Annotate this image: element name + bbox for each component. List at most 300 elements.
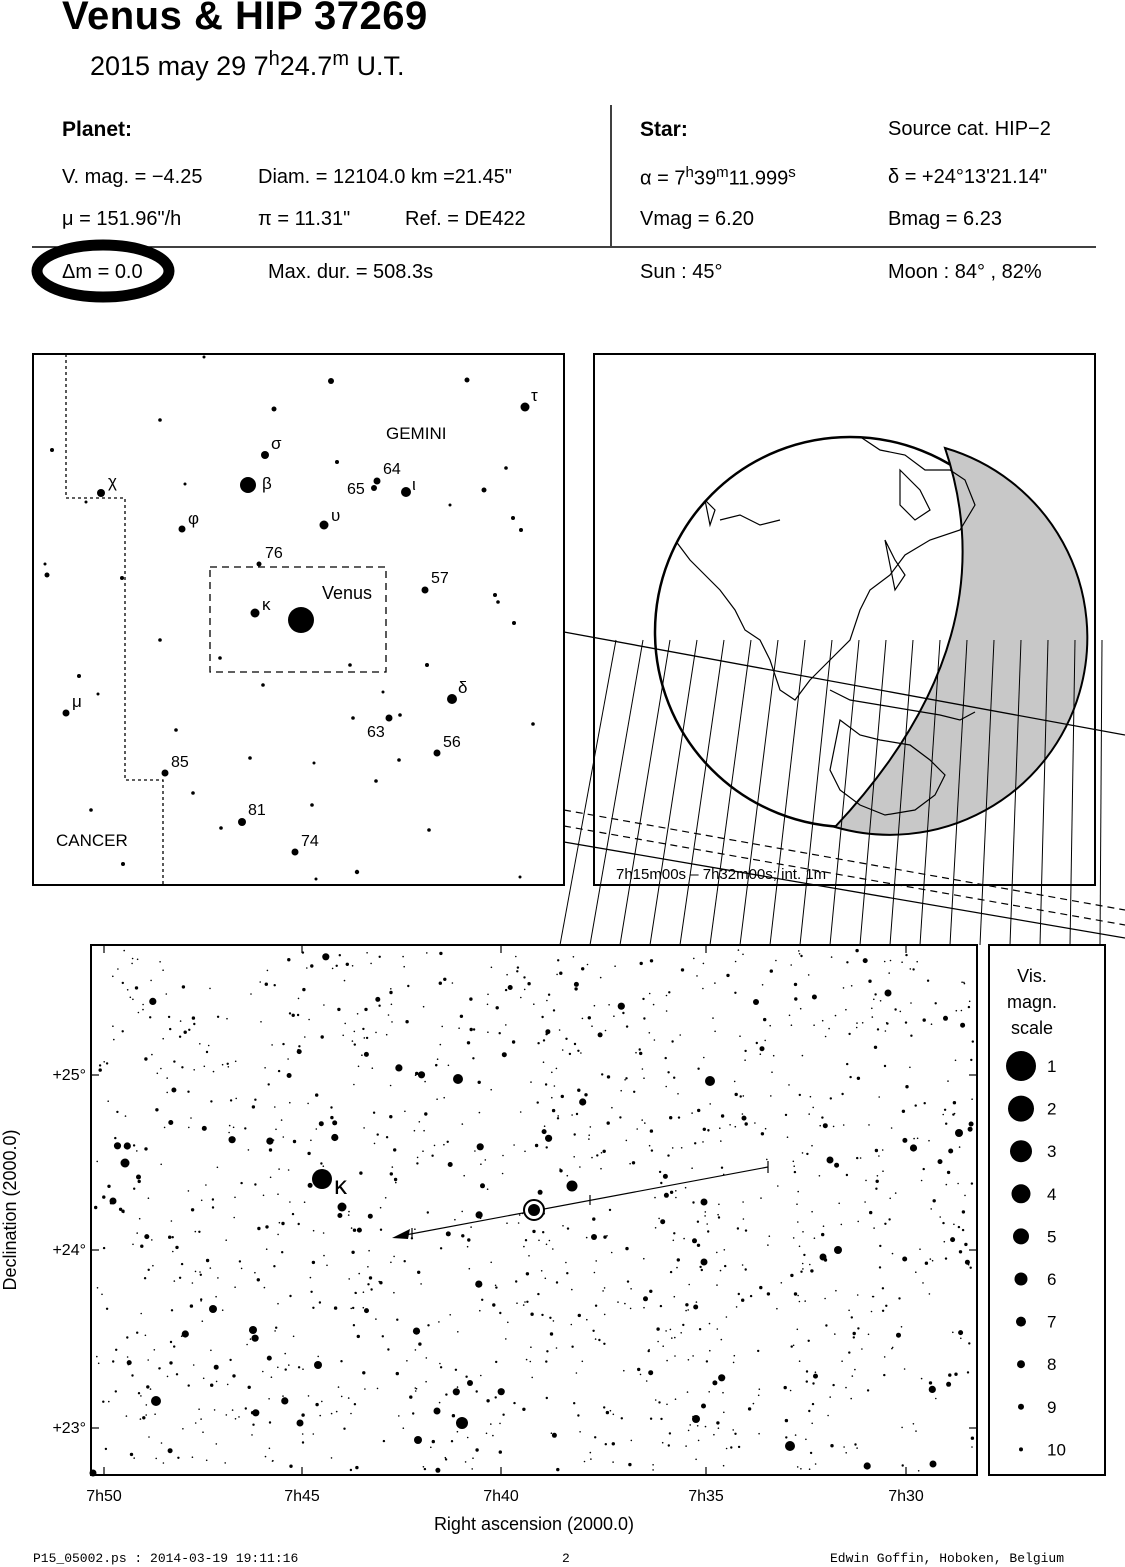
- field-star: [954, 1373, 957, 1376]
- field-star: [677, 1258, 680, 1261]
- field-star: [884, 1065, 886, 1067]
- field-star: [282, 1395, 284, 1397]
- field-star: [549, 1240, 551, 1242]
- field-star: [390, 988, 392, 990]
- field-star: [921, 1378, 923, 1380]
- field-star: [600, 977, 602, 979]
- field-star: [268, 1083, 270, 1085]
- field-star: [312, 1307, 314, 1309]
- field-star: [857, 1294, 859, 1296]
- field-star: [964, 983, 966, 985]
- field-star: [798, 950, 800, 952]
- field-star: [756, 1042, 758, 1044]
- field-star: [388, 1014, 390, 1016]
- field-star: [505, 1338, 507, 1340]
- field-star: [697, 1425, 699, 1427]
- field-star: [520, 997, 522, 999]
- field-star: [403, 1427, 405, 1429]
- field-star: [723, 1412, 725, 1414]
- field-star: [166, 993, 168, 995]
- field-star: [358, 1066, 360, 1068]
- field-star: [915, 1271, 917, 1273]
- field-star: [469, 997, 472, 1000]
- field-star: [252, 1335, 259, 1342]
- field-star: [750, 1295, 752, 1297]
- legend-magnitude-label: 6: [1047, 1270, 1057, 1289]
- finder-star-label: 81: [248, 802, 266, 819]
- field-star: [765, 1128, 767, 1130]
- field-star-bright: [151, 1396, 161, 1406]
- field-star: [785, 1436, 787, 1438]
- field-star: [413, 1328, 420, 1335]
- field-star: [784, 1386, 787, 1389]
- field-star: [184, 1031, 187, 1034]
- field-star: [799, 1301, 801, 1303]
- finder-star: [511, 516, 515, 520]
- field-star: [552, 1433, 557, 1438]
- field-star: [199, 1271, 201, 1273]
- field-star: [198, 1231, 200, 1233]
- field-star: [277, 1367, 279, 1369]
- field-star: [344, 1023, 346, 1025]
- field-star: [546, 1146, 548, 1148]
- field-star: [559, 1169, 562, 1172]
- field-star: [234, 1197, 236, 1199]
- field-star: [800, 1271, 802, 1273]
- field-star: [650, 1418, 652, 1420]
- field-star: [954, 1113, 956, 1115]
- legend-magnitude-dot: [1006, 1051, 1036, 1081]
- field-star: [760, 1053, 762, 1055]
- field-star-bright: [456, 1417, 468, 1429]
- field-star: [666, 1010, 668, 1012]
- field-star: [855, 949, 858, 952]
- field-star: [777, 1185, 779, 1187]
- field-star: [742, 1201, 744, 1203]
- field-star: [181, 1263, 183, 1265]
- field-star: [901, 1326, 903, 1328]
- field-star: [745, 1229, 747, 1231]
- field-star: [644, 1122, 646, 1124]
- field-star: [414, 1130, 416, 1132]
- finder-star: [313, 762, 316, 765]
- field-star: [856, 1022, 858, 1024]
- field-star: [277, 1303, 279, 1305]
- finder-star: [97, 693, 100, 696]
- field-star: [101, 1294, 103, 1296]
- field-star: [853, 1336, 855, 1338]
- field-star: [315, 1403, 318, 1406]
- field-star: [793, 1345, 795, 1347]
- field-star: [702, 988, 704, 990]
- field-star: [665, 1086, 667, 1088]
- field-star: [391, 1004, 393, 1006]
- field-star: [175, 1246, 178, 1249]
- field-star: [297, 1014, 299, 1016]
- field-star: [677, 1093, 679, 1095]
- field-star: [322, 953, 329, 960]
- field-star: [793, 1165, 795, 1167]
- field-star: [670, 1271, 672, 1273]
- field-star: [895, 1192, 897, 1194]
- finder-star: [50, 448, 54, 452]
- field-star: [846, 1174, 848, 1176]
- field-star: [323, 1165, 325, 1167]
- field-star: [605, 1443, 607, 1445]
- field-star: [884, 961, 886, 963]
- field-star: [546, 1244, 548, 1246]
- field-star: [603, 1406, 605, 1408]
- field-star: [127, 1356, 129, 1358]
- field-star: [163, 1462, 165, 1464]
- field-star: [169, 1028, 171, 1030]
- field-star: [145, 1414, 147, 1416]
- field-star: [701, 1404, 706, 1409]
- field-star: [961, 1010, 963, 1012]
- field-star: [800, 1468, 802, 1470]
- field-star: [703, 1128, 706, 1131]
- field-star: [364, 1308, 369, 1313]
- field-star: [931, 1023, 933, 1025]
- field-star: [541, 1314, 543, 1316]
- field-star: [518, 1222, 520, 1224]
- field-star: [716, 1421, 719, 1424]
- field-star: [738, 1446, 740, 1448]
- field-star: [123, 950, 125, 952]
- finder-star-label: 56: [443, 734, 461, 751]
- field-star: [526, 1301, 528, 1303]
- field-star: [432, 1440, 435, 1443]
- field-star: [724, 1249, 726, 1251]
- finder-chart: [33, 354, 564, 885]
- field-star: [202, 1320, 204, 1322]
- field-star: [682, 1324, 684, 1326]
- field-star: [214, 1409, 216, 1411]
- field-star: [541, 1016, 543, 1018]
- field-star: [385, 1197, 387, 1199]
- field-star: [961, 981, 963, 983]
- field-star: [603, 1235, 606, 1238]
- field-star: [297, 1049, 302, 1054]
- field-star: [366, 952, 368, 954]
- field-star: [754, 1122, 756, 1124]
- field-star: [137, 959, 139, 961]
- field-star: [513, 1144, 515, 1146]
- field-star: [496, 1006, 499, 1009]
- field-star: [709, 1103, 711, 1105]
- field-star: [188, 1127, 190, 1129]
- field-star: [348, 1211, 350, 1213]
- field-star: [812, 1403, 814, 1405]
- field-star: [712, 1380, 717, 1385]
- field-star: [910, 1144, 917, 1151]
- field-star: [797, 1191, 799, 1193]
- field-star: [742, 1113, 744, 1115]
- field-star: [161, 1442, 163, 1444]
- field-star: [387, 1348, 389, 1350]
- field-star: [306, 967, 308, 969]
- field-star: [812, 1107, 814, 1109]
- field-star: [957, 1183, 959, 1185]
- field-star: [312, 1261, 315, 1264]
- field-star: [740, 1095, 742, 1097]
- field-star: [140, 1313, 142, 1315]
- field-star: [402, 956, 404, 958]
- field-star: [542, 1231, 544, 1233]
- field-star: [590, 1126, 592, 1128]
- field-star: [574, 987, 577, 990]
- field-star: [959, 1250, 962, 1253]
- field-star: [206, 1460, 208, 1462]
- field-star: [174, 1280, 176, 1282]
- field-star: [279, 1222, 281, 1224]
- star-heading: Star:: [640, 118, 688, 141]
- finder-star: [45, 573, 50, 578]
- field-star: [379, 956, 381, 958]
- footer-author: Edwin Goffin, Hoboken, Belgium: [830, 1551, 1065, 1566]
- field-star: [660, 1305, 662, 1307]
- field-star: [741, 1299, 744, 1302]
- field-star: [643, 1307, 645, 1309]
- field-star: [613, 1015, 615, 1017]
- field-star-bright: [820, 1254, 827, 1261]
- field-star: [796, 1203, 798, 1205]
- field-star: [868, 1334, 870, 1336]
- field-star: [912, 968, 914, 970]
- field-star: [846, 1063, 848, 1065]
- finder-star: [292, 849, 299, 856]
- field-star: [439, 982, 442, 985]
- field-star: [171, 1220, 173, 1222]
- field-star: [969, 1001, 971, 1003]
- field-star: [107, 1185, 110, 1188]
- field-star: [405, 1020, 408, 1023]
- field-star: [759, 1286, 762, 1289]
- field-star: [478, 1081, 481, 1084]
- field-star: [703, 1057, 705, 1059]
- field-star: [448, 1162, 453, 1167]
- field-star: [476, 1211, 483, 1218]
- field-star: [802, 1055, 804, 1057]
- field-star: [971, 1182, 973, 1184]
- field-star: [723, 1465, 725, 1467]
- event-date: 2015 may 29 7$^h$24.7$^m$ U.T.: [90, 48, 405, 81]
- field-star: [396, 1372, 399, 1375]
- field-star: [885, 1305, 887, 1307]
- field-star: [377, 1133, 379, 1135]
- field-star: [691, 1167, 693, 1169]
- field-star: [382, 1335, 384, 1337]
- field-star: [618, 1003, 625, 1010]
- field-star: [945, 1123, 947, 1125]
- finder-star: [482, 488, 487, 493]
- field-star: [386, 1034, 388, 1036]
- field-star: [721, 1114, 724, 1117]
- field-star: [263, 1195, 265, 1197]
- field-star: [910, 1035, 912, 1037]
- field-star: [556, 1468, 559, 1471]
- field-star: [348, 1278, 350, 1280]
- field-star: [865, 1180, 867, 1182]
- field-star: [668, 1444, 670, 1446]
- field-star: [561, 1095, 564, 1098]
- field-star: [217, 1016, 219, 1018]
- field-star: [577, 1050, 579, 1052]
- field-star: [96, 1161, 98, 1163]
- field-star: [228, 1132, 230, 1134]
- field-star: [720, 1270, 722, 1272]
- field-star: [658, 1401, 660, 1403]
- delta-magnitude: Δm = 0.0: [62, 261, 143, 283]
- field-star: [588, 1138, 590, 1140]
- field-star: [138, 1180, 141, 1183]
- field-star: [862, 1022, 864, 1024]
- field-star: [354, 1031, 356, 1033]
- field-star: [622, 1012, 624, 1014]
- legend-title: scale: [1010, 1018, 1054, 1038]
- field-star: [611, 1107, 613, 1109]
- field-star: [210, 1100, 212, 1102]
- field-star: [598, 1032, 603, 1037]
- field-star: [232, 1409, 234, 1411]
- field-star: [901, 961, 903, 963]
- field-star: [545, 1278, 547, 1280]
- field-star: [548, 994, 550, 996]
- field-star: [854, 1443, 856, 1445]
- field-star: [662, 1345, 664, 1347]
- field-star: [649, 1290, 652, 1293]
- field-star: [962, 1210, 965, 1213]
- field-star: [227, 1063, 229, 1065]
- field-star: [614, 965, 616, 967]
- field-star: [619, 1116, 621, 1118]
- field-star: [605, 1030, 607, 1032]
- max-duration: Max. dur. = 508.3s: [268, 261, 434, 283]
- field-star: [970, 1267, 972, 1269]
- field-star: [233, 1217, 235, 1219]
- field-star: [724, 1265, 726, 1267]
- field-star: [545, 1083, 547, 1085]
- field-star: [734, 992, 736, 994]
- legend-magnitude-dot: [1018, 1404, 1024, 1410]
- field-star: [420, 1283, 422, 1285]
- field-star: [251, 1434, 253, 1436]
- legend-magnitude-label: 1: [1047, 1057, 1057, 1076]
- field-star: [461, 1234, 464, 1237]
- field-star: [748, 1407, 751, 1410]
- field-star: [687, 1391, 689, 1393]
- field-star: [967, 1371, 969, 1373]
- field-star: [275, 1129, 277, 1131]
- field-star: [681, 968, 684, 971]
- field-star: [595, 1305, 597, 1307]
- field-star: [608, 1004, 610, 1006]
- field-star: [882, 1149, 884, 1151]
- field-star: [577, 1414, 579, 1416]
- field-star: [281, 1222, 284, 1225]
- field-star: [461, 1211, 463, 1213]
- finder-star-label: χ: [108, 472, 117, 491]
- field-star: [702, 1141, 704, 1143]
- field-star: [601, 1152, 603, 1154]
- field-star: [538, 1240, 540, 1242]
- field-star: [169, 1361, 172, 1364]
- field-star: [693, 958, 695, 960]
- field-star: [708, 1130, 710, 1132]
- field-star: [902, 1464, 904, 1466]
- field-star: [841, 1093, 843, 1095]
- venus-label: Venus: [322, 583, 373, 603]
- legend-magnitude-label: 4: [1047, 1184, 1057, 1204]
- field-star: [666, 1360, 668, 1362]
- field-star: [336, 1411, 338, 1413]
- field-star: [579, 1431, 581, 1433]
- field-star: [193, 1069, 195, 1071]
- field-star: [857, 1077, 860, 1080]
- field-star: [424, 1112, 427, 1115]
- field-star: [171, 1309, 173, 1311]
- field-star: [475, 1448, 478, 1451]
- field-star: [367, 1266, 369, 1268]
- field-star: [878, 1155, 880, 1157]
- field-star: [499, 1032, 501, 1034]
- magnitude-legend: [989, 945, 1105, 1475]
- field-star: [594, 1436, 596, 1438]
- finder-star: [449, 504, 452, 507]
- field-star: [904, 1368, 906, 1370]
- field-star: [785, 1114, 787, 1116]
- field-star: [797, 1329, 799, 1331]
- field-star: [764, 1040, 766, 1042]
- field-star: [229, 1125, 231, 1127]
- field-star: [435, 1064, 437, 1066]
- field-star: [669, 1432, 671, 1434]
- field-star: [267, 1356, 272, 1361]
- field-star: [317, 1356, 319, 1358]
- field-star: [704, 1215, 706, 1217]
- field-star: [418, 1071, 425, 1078]
- field-star: [439, 1363, 441, 1365]
- field-star: [516, 970, 518, 972]
- field-star: [348, 1397, 350, 1399]
- field-star: [766, 1159, 768, 1161]
- field-star: [209, 988, 211, 990]
- field-star: [537, 1101, 539, 1103]
- field-star: [964, 1195, 966, 1197]
- legend-magnitude-label: 10: [1047, 1440, 1066, 1460]
- finder-star-label: υ: [331, 506, 341, 525]
- field-star: [705, 1426, 707, 1428]
- field-star: [742, 1116, 747, 1121]
- field-star: [415, 1349, 417, 1351]
- field-star: [795, 1434, 797, 1436]
- field-star: [229, 1359, 231, 1361]
- field-star: [254, 1183, 256, 1185]
- field-star: [192, 1456, 194, 1458]
- field-star: [785, 1419, 788, 1422]
- finder-star: [425, 663, 429, 667]
- field-star: [812, 995, 817, 1000]
- field-star: [455, 1369, 457, 1371]
- field-star: [738, 949, 740, 951]
- field-star: [948, 1373, 951, 1376]
- field-star: [479, 1310, 481, 1312]
- field-star: [812, 1382, 814, 1384]
- field-star: [697, 1244, 700, 1247]
- field-star: [579, 1098, 586, 1105]
- field-star: [302, 1441, 304, 1443]
- field-star: [587, 964, 589, 966]
